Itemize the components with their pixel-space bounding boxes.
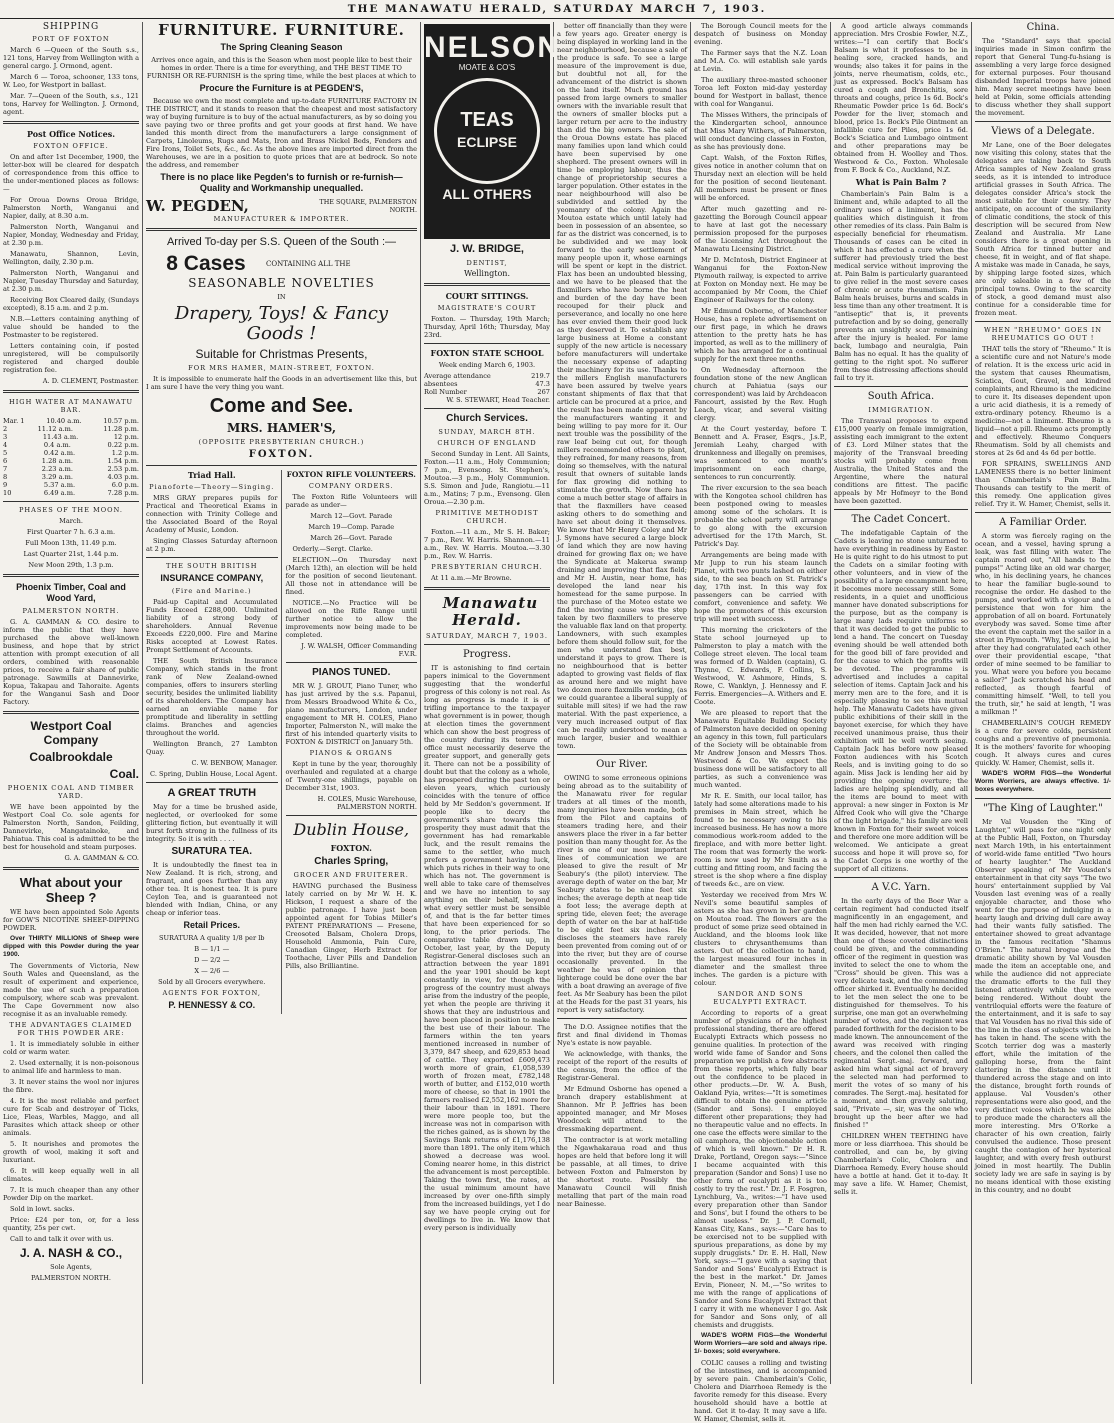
nash-title: J. A. NASH & CO., — [19, 1246, 123, 1260]
advantage: 6. It will keep equally well in all climates. — [3, 1167, 139, 1183]
arrived: Arrived To-day per S.S. Queen of the South :— — [166, 236, 397, 248]
for-hamer: FOR MRS HAMER, MAIN-STREET, FOXTON. — [188, 364, 375, 372]
local-item: The Borough Council meets for the despatch of business on Monday evening. — [694, 22, 827, 46]
divider — [424, 343, 550, 344]
herald-title: Manawatu Herald. — [442, 594, 539, 629]
opposite: (OPPOSITE PRESBYTERIAN CHURCH.) — [198, 438, 365, 446]
sheep-gov: The Governments of Victoria, New South Wales and Queensland, as the result of experiment and experience, made the use of such a preparation compulsory, where scab was prevalent. The Cape Government now also recognise it as an invaluable remedy. — [3, 962, 139, 1018]
retail-row: D — 2/2 — — [194, 956, 230, 964]
company-orders: COMPANY ORDERS. — [308, 482, 394, 490]
paid-up: Paid-up Capital and Accumulated Funds Exceed £288,000. Unlimited liability of a strong body of shareholders. Annual Revenue Exceeds £220,000. Fire and Marine Risks accepted at Lowest Rates. Prompt Settlement of Accounts. — [146, 598, 278, 654]
osborne: Mr Edmund Osborne has opened a branch drapery establishment at Shannon. Mr P. Jeffries has been appointed manager, and Mr Moses Woodcock will attend to the dressmaking department. — [557, 1085, 687, 1133]
local-item: Capt. Walsh, of the Foxton Rifles, gives notice in another column that on Thursday next an election will be held for the position of second lieutenant. All members must be present or fines will be enforced. — [694, 154, 827, 202]
retail-row: B — 1/1 — — [194, 945, 230, 953]
cadet-text: The indefatigable Captain of the Cadets is leaving no stone unturned to have everything in readiness by Easter. He is quite right to do his utmost to put the Cadets on a similar footing with other volunteers, and in view of the possibility of a large encampment here, it becomes more necessary still. Some residents, in a quiet and unofficious manner have donated subscriptions for the purpose, but as the company is large many lads require uniforms so that it was decided to get the public to lend a hand. The concert on Tuesday evening should be well attended both for the good bill of fare provided and for the cause to which the profits will be devoted. The programme is advertised and includes a capital selection of items. Captain Jack and his merry men are to the fore, and it is especially pleasing to see this mutual help. The Manawatu Cadets have given public exhibitions of their skill in the bayonet exercise, for which they have received unanimous praise, thus their exhibition will be well worth seeing. Captain Jack has before now pleased Foxton audiences with his Scotch Reels, and is inviting going to do so again. Miss Jack is lending her aid by providing the opening overture; the ladies are helping splendidly, and all the items are bound to meet with approval: a new singer in Foxton is Mr Alfred Cook who will give the "Charge of the light brigade," his family are well known in Foxton for their sweet voices and therefore one more addition will be welcomed. We anticipate a great success and hope it will prove so, for the Cadet Corps is one worthy of the support of all citizens. — [834, 529, 968, 873]
wellington-branch: Wellington Branch, 27 Lambton Quay. — [146, 740, 278, 756]
bock-ad: A good article always commands appreciation. Mrs Crosbie Fowler, N.Z., writes:—"I can certify that Bock's Balsam is what it professes to be in healing sore, cracked hands, and wounds; also takes it for pains in the joints, nerve rheumatism, colds, etc., just as expressed. Bock's Balsam has cured a cough and Bronchitis, sore throats and coughs, price 1s 6d. Bock's Rheumatic Powder price 1s 6d. Bock's Powder for the liver, stomach and blood, price 1s. Bock's Pile Ointment an infallible cure for Piles, price 1s 6d. Bock's Sciatica and Lumbago ointment and other preparations may be obtained from H. Woolley and Thos. Westwood & Co., Foxton. Wholesale from F. Bock & Co., Auckland, N.Z. — [834, 22, 968, 174]
coal-text: WE have been appointed by the Westport Coal Co. sole agents for Palmerston North, Sandon, Feilding, Dannevirke, Mangatainoke, and Pahiatua. This coal is admitted to be the best for household and steam purposes. — [3, 803, 139, 851]
impossible: It is impossible to enumerate half the Goods in an advertisement like this, but I am sure I have the very thing you want. — [146, 375, 417, 391]
court-sub: MAGISTRATE'S COURT — [437, 304, 537, 312]
cleaning-title: The Spring Cleaning Season — [220, 42, 343, 52]
cleaning-text: Arrives once again, and this is the Season when most people like to best their homes in order. There is a time for everything, and THE BEST TIME TO FURNISH OR RE-FURNISH is the spring time, while the best places at which to — [146, 56, 417, 80]
pegden-role: MANUFACTURER & IMPORTER. — [213, 215, 350, 223]
triad-title: Triad Hall. — [187, 470, 236, 480]
post-title: Post Office Notices. — [26, 129, 116, 139]
spring-agent: C. Spring, Dublin House, Local Agent. — [150, 770, 278, 778]
local-item: Yesterday we received from Mrs W. Nevil's some beautiful samples of asters as she has grown in her garden on Moutoa road. The flowers are the product of some prize seed obtained in Auckland, and the blooms look like clusters to chrysanthemums than asters. Out of the collection to hand, the largest measured four inches in diameter and the smallest three inches. The garden is a picture with colour. — [694, 891, 827, 987]
shipping-item: March 6 — Toroa, schooner, 133 tons, W. Leo, for Westport in ballast. — [3, 73, 139, 89]
eclipse: ECLIPSE — [457, 134, 517, 150]
advantage: 7. It is much cheaper than any other Powder Dip on the market. — [3, 1186, 139, 1202]
benbow: C. W. BENBOW, Manager. — [191, 759, 278, 767]
sandor-text: According to reports of a great number of physicians of the highest professional standing, there are offered Eucalypti Extracts which possess no genuine qualities. In protection of the world wide fame of Sandor and Sons preparation we publish a few abstracts from these reports, which fully bear out the confidence to be placed in other products.—Dr. W. A. Bush, Oakland Pyia, writes:—"It is sometimes difficult to obtain the genuine article (Sandor and Sons). I employed different other preparations; they had no therapeutic value and no effects. In one case the effects were similar to the oil camphora, the objectionable action of which is well known." Dr H. R. Drake, Portland, Oregon says:—"Since I became acquainted with this preparation (Sandor and Sons) I use no other form of eucalypti as it is too costly to try the rest." Dr. J. F. Fosgren, Lynchburg, Va., writes:—"I have used every preparation other than Sandor and Sons', but I found the others to be almost useless." Dr. J. P. Cornell, Kansas City, Kans., says:—"Care has to be exercised not to be supplied with spurious preparations, as done by my supply druggists." Dr. E. H. Hall, New York, says:—"I gave with a saying that Sandor and Sons' Eucalypti Extract is the best in the market." Dr. James Ervin, Pioneer, N. M.,—"So writes to me with the range of applications of Sandor and Sons Eucalypti Extract that I carry it with me whenever I go. Ask for Sandor and Sons only, of all chemists and druggists. — [694, 1009, 827, 1329]
local-item: Mr R. E. Smith, our local tailor, has lately had some alterations made to his premises in Main street, which he found to be necessary owing to his increased business. He has now a more commodious work-room added to the fireplace, and with more better light. The room that was formerly the work-room is now used by Mr Smith as a cutting and fitting room, and facing the street is the shop where a fine display of tweeds &c., are on view. — [694, 792, 827, 888]
pain-text: Chamberlain's Pain Balm is a liniment and, while adapted to all the ordinary uses of a liniment, has the qualities which distinguish it from other remedies of its class. Pain Balm is especially beneficial for rheumatism. Thousands of cases can be cited in which it has effected a cure when the sufferer had previously tried the best medical service without improving the at. Pain Balm is particularly guaranteed to give relief in the most severe cases of chronic or acute rheumatism. Pain Balm heals bruises, burns and scalds in less time than any other treatment. It is "antiseptic" that is, it prevents putrefaction and by so doing, generally prevents an unsightly scar remaining after the injury is healed. For lame back, lumbago and neuralgia, Pain Balm has no equal. It has the quality of getting to the right spot. No sufferer from these distressing affections should fail to try it. — [834, 190, 968, 382]
stewart: W. S. STEWART, Head Teacher. — [446, 396, 550, 404]
children-ad: CHILDREN WHEN TEETHING have more or less diarrhoea. This should be controlled, and can be, by giving Chamberlain's Colic, Cholera and Diarrhoea Remedy. Every house should have a bottle at hand. Get it to-day. It may save a life. W. Hamer, Chemist, sells it. — [834, 1132, 968, 1196]
immigration: IMMIGRATION. — [868, 406, 934, 414]
tea-seal-icon — [434, 78, 540, 184]
dublin-text: HAVING purchased the Business lately carried on by Mr W. H. K. Hickson, I request a share of the public patronage. I have just been appointed agent for Tobias Miller's PATENT PREPARATIONS — Fresene, Creosoted Balsam, Cholera Drops, Household Ammonia, Pain Cure, Canadian Ginger, Herb Extract for Toothache, Liver Pills and Dandelion Pills, also Brilliantine. — [285, 882, 417, 970]
piano-sub: Pianoforte—Theory—Singing. — [149, 483, 275, 491]
post-sub: FOXTON OFFICE. — [33, 142, 109, 150]
phases-title: PHASES OF THE MOON. — [18, 506, 124, 514]
cadet-title: The Cadet Concert. — [851, 514, 951, 525]
delegate-title: Views of a Delegate. — [991, 126, 1095, 137]
suratura-text: It is undoubtedly the finest tea in New Zealand. It is rich, strong, and fragrant, and goes further than any other tea. It is honest tea. It is pure Ceylon Tea, and is guaranteed not blended with Indian, China, or any cheap or inferior teas. — [146, 861, 278, 917]
church-text: Second Sunday in Lent. All Saints, Foxton.—11 a.m., Holy Communion; 7 p.m., Evensong. St. Stephen's, Moutoa.—3 p.m., Holy Communion. S.S. Simon and Jude, Rangiotu.—11 a.m., Matins; 7 p.m., Evensong. Glen Oroua.—2.30 p.m. — [424, 450, 550, 506]
british-text: THE South British Insurance Company, which stands in the front rank of New Zealand-owned companies, offers to insurers sterling security, besides the unlimited liability of its shareholders. The Company has earned an enviable name for promptitude and liberality in settling claims. Branches and agencies throughout the world. — [146, 657, 278, 737]
pianos-text: Kept in tune by the year, thoroughly overhauled and regulated at a charge of Twenty-one shillings, payable on December 31st, 1903. — [285, 760, 417, 792]
nash-place: PALMERSTON NORTH. — [31, 1274, 111, 1282]
divider — [3, 711, 139, 714]
shipping-item: March 6 —Queen of the South s.s., 121 tons, Harvey from Wellington with a general cargo. J. Ormond, agent. — [3, 46, 139, 70]
local-item: Mr D. McIntosh, District Engineer at Wanganui for the Foxton-New Plymouth railway, is expected to arrive at Foxton on Monday next. He may be accompanied by Mr Coom, the Chief Engineer of Railways for the colony. — [694, 256, 827, 304]
post-para: For Oroua Downs Oroua Bridge, Palmerston North, Wanganui and Napier, daily, at 8.30 a.m. — [3, 196, 139, 220]
timber-sub: PALMERSTON NORTH. — [22, 607, 120, 615]
containing: CONTAINING ALL THE — [266, 260, 351, 268]
divider — [424, 408, 550, 409]
dublin-title: Dublin House, — [293, 820, 410, 839]
column-6 — [831, 22, 972, 1384]
contractor: The contractor is at work metalling the Ngawhakaraua road and thus hopes are held that before long it will be passable, at all times, to drive between Foxton and Palmerston by the shortest route. Possibly the Manawatu Council will finish metalling that part of the main road near Bainesse. — [557, 1136, 687, 1208]
herald-date: SATURDAY, MARCH 7, 1903. — [426, 632, 548, 640]
post-para: Palmerston North, Wanganui and Napier, Monday, Wednesday and Friday, at 2.30 p.m. — [3, 223, 139, 247]
divider — [557, 1018, 687, 1019]
phase-line: March. — [59, 517, 83, 525]
avc-title: A V.C. Yarn. — [871, 882, 931, 893]
sprains-ad: FOR SPRAINS, SWELLINGS AND LAMENESS there is no better liniment than Chamberlain's Pain Balm. Thousands can testify to the merit of this remedy. One application gives relief. Try it. W. Hamer, Chemist, sells it. — [975, 460, 1111, 508]
advantage: Call to and talk it over with us. — [10, 1235, 114, 1243]
col2-right — [286, 470, 418, 1014]
avc-text: In the early days of the Boer War a certain regiment had conducted itself magnificently in an engagement, and half the men had richly earned the V.C. It was decided, however, that not more than one of these coveted distinctions could be given, and the commanding officer of the regiment in question was invited to select the one to whom the "Cross" should be given. This was a very delicate task, and the commanding officer shirked it. Eventually he decided to let the men select the one to be distinguished for themselves. To his surprise, one man got an overwhelming number of votes, and the regiment was paraded forthwith for the decision to be made known. The announcement of the award was received with ringing cheers, and the colonel then called the regimental Sergt.-maj. forward, and asked him what signal act of bravery the selected man had performed to merit the votes of so many of his comrades. The Sergt.-maj. hesitated for a moment, and then gravely saluting, said, "Private —, sir, was the one who brought up the beer after we had finished !" — [834, 897, 968, 1129]
furniture-title: FURNITURE. FURNITURE. — [158, 21, 405, 39]
sheep-title: What about your Sheep ? — [19, 875, 123, 905]
parade: March 26—Govt. Parade — [310, 534, 393, 542]
progress-text: IT is astonishing to find certain papers inimical to the Government suggesting that the wonderful progress of this colony is not real. As long as progress is made it is of trifling importance to the taxpayer what government is in power, though at election times the government which can show the best progress of the country during its tenure of office must necessarily deserve the greater support, and generally gets it. There can not be a possibility of doubt but that the colony as a whole, has prospered during the past ten or eleven years, which curiously coincides with the tenure of office held by Mr Seddon's government. If people like to decry the government's share towards this prosperity they must admit that the government has had remarkable luck, and the result remains the same to the settler, who much prefers a government having luck, which puts riches in their way to one which has not. The government is well able to take care of themselves and we have no intention to say anything on their behalf, beyond what every settler must be sensible of, and that is the far better times that have been experienced for so long, to the prior periods. The comparative table drawn up, in October, last year, by the Deputy Registrar-General discloses such an attraction between the year 1891 and the year 1901 should be kept constantly in view, for though the progress of the country must always arise from the industry of the people, yet when the people are thriving it shows that they are industrious and have been placed in position to make the best use of their labour. The farmers within the ten years mentioned increased in number of 3,379, 847 sheep, and 629,853 head of cattle. They exported £609,473 worth more of grain, £1,058,539 worth of frozen meat, £782,148 worth of butter, and £152,010 worth more of cheese, so that in 1901 the farmers realised £2,552,162 more for their labour than in 1891. There were more people too, but the increase was not in comparison with the riches gained, as is shown by the Savings Bank returns of £1,176,138 more than 1891. The only item which showed a decrease was wool. Coming nearer home, in this district the advancement is most perceptible. Taking the town first, the rates, at the usual minimum amount have increased by over one-fifth simply from the increased buildings, yet I do say we have people crying out for dwellings to live in. We know that every person is individually — [424, 664, 550, 1232]
foxton: FOXTON. — [248, 449, 315, 460]
rheumo-text: THAT tells the story of "Rheumo." It is a scientific cure and not Nature's mode of relation. It is the excess uric acid in the system that causes Rheumatism, Sciatica, Gout, Gravel, and kindred complaints, and Rheumo is the medicine to cure it. Its diseases dependent upon a uric acid diathesis, it is a remedy of extra-ordinary potency. Rheumo is a medicine—not a liniment. Rheumo is a liquid—not a pill. Rheumo acts promptly and effectively. Rheumo Conquers Rheumatism. Sold by all chemists and stores at 2s 6d and 4s 6d per bottle. — [975, 345, 1111, 457]
westport-title: Westport Coal Company — [30, 719, 112, 747]
mrs-hamer: MRS. HAMER'S, — [227, 421, 336, 435]
divider — [146, 557, 278, 558]
divider — [834, 386, 968, 387]
post-sig: A. D. CLEMENT, Postmaster. — [42, 377, 139, 385]
gray-text: MRS GRAY prepares pupils for Practical and Theoretical Exams in connection with Trinity College and the Associated Board of the Royal Academy of Music, London. — [146, 494, 278, 534]
nelson-top: NELSON — [424, 31, 562, 64]
local-item: The Farmer says that the N.Z. Loan and M.A. Co. will establish sale yards at Levin. — [694, 49, 827, 73]
divider — [834, 877, 968, 878]
immigration-text: The Transvaal proposes to expend £15,000 yearly on female immigration, assisting each immigrant to the extent of £3. Lord Milner states that the majority of the Transvaal breeding stocks will probably come from Australia, the United States and the Argentine, where the natural conditions are fittest. The pacific appeals by Mr Hofmeyr to the Bond have been gazetted. — [834, 417, 968, 505]
dublin-place: FOXTON. — [330, 843, 372, 853]
divider — [3, 390, 139, 393]
presbyterian: PRESBYTERIAN CHURCH. — [431, 563, 543, 571]
tide-title: HIGH WATER AT MANAWATU BAR. — [8, 398, 134, 414]
pegden-name: W. PEGDEN, — [146, 197, 249, 215]
school-sub: Week ending March 6, 1903. — [438, 361, 536, 369]
methodist-text: Foxton.—11 a.m., Mr S. H. Baker; 7 p.m., Rev. W. Harris. Shannon.—11 a.m., Rev. W. Harris. Moutoa.—3.30 p.m., Rev. W. Harris. — [424, 528, 550, 560]
divider — [834, 509, 968, 510]
court-title: COURT SITTINGS. — [445, 291, 529, 301]
procure-text: Because we own the most complete and up-to-date FURNITURE FACTORY IN THE DISTRICT, and it stands to reason that the cheapest and most satisfactory way of buying furniture is to buy of the actual manufacturers, as by so doing you save paying two or three profits and get your goods at first hand. We have landed this month direct from the manufacturers a large consignment of Carpets, Linoleums, Rugs and Mats, Iron and Brass Nickel Beds, Fenders and Fire Irons, Toilet Sets, &c., &c. As the above lines are imported direct from the Warehouses, we are in a position to quote prices that are at bedrock. So note the address, and remember — [146, 97, 417, 169]
col2-split — [146, 470, 417, 1014]
progress-cont: better off financially than they were a few years ago. Greater energy is being displayed in working land in the near neighbourhood, because a sale of the produce is safe. To see a large measure of the improvement is due, but doubtful not all, for the advancement of the district is shown on the land itself. Much ground has passed from large owners to smaller owners with the invariable result that the owners of smaller blocks put a larger return per acre to the industry than did the big owners. The sale of the Oroua Downs estate has placed many families upon land which could have been supervised by one shepherd. The present owners will in time be employing labour, thus the change of proprietorship secures a larger population. Other estates in the near neighbourhood will also be subdivided and settled by the yeomanry of the colony. Again the Moutoa estate which until lately had been in possession of an absentee, so far as the district was concerned, is to be subdivided and we may look forward to the early settlement of many people upon it, whose earnings will be spent or kept in the district. Flax has been an undoubted blessing, and we have to be pleased that the flaxmillers who have borne the heat and burden of the day have been recouped for their pluck and perseverance, and locally no one here has ever envied them their good luck as they deserved it. To establish any large business at Home a constant supply of the new article is necessary before manufacturers will undertake the necessary expense of adapting their machinery for its use. Thanks to the millers English manufacturers have been assured by twelve years constant shipments of flax that that article can be procured at a price, and the result has been made apparent by the manufacturers wanting it and being willing to pay more for it. Our next trouble was the possibility of the raw leaf being cut out, for though millers recommended others to plant, they refrained, for many reasons, from doing so themselves, with the natural result that owners of suitable lands for flax growing did nothing to stimulate the growth. Now there has come a much better stage of affairs in that the flaxmillers have ceased asking others to do something and have set about doing it themselves. We know that Mr Henry Coley and Mr J. Symons have secured a large block of land which they are now having drained for growing flax on; we have the Syndicate at Makerua swamp draining and improving that flax field; and Mr H. Austin, near home, has developed the land near his homestead for the same purpose. In the purchase of the Moteo estate we find the moving cause was the step taken by two flaxmillers to preserve the valuable flax land on that property. Landowners, with such examples before them should follow suit, for the men who understand flax best, understand it pays to grow. There is no neighbourhood that is better adapted to growing vast fields of flax as around here and we might have two dozen more flaxmills working, (as we could guarantee a liberal supply of suitable mill sites) if we had the raw material. With the past experience, a very much increased output of flax can be readily understood to mean a much larger, busier and wealthier town. — [557, 22, 688, 750]
column-5 — [691, 22, 831, 1423]
divider — [975, 121, 1111, 122]
suitable: Suitable for Christmas Presents, — [195, 347, 368, 361]
notice: NOTICE.—No Practice will be allowed on the Rifle Range until further notice to allow the improvements now being made to be completed. — [285, 599, 417, 639]
divider — [3, 501, 139, 502]
chamberlain-ad: CHAMBERLAIN'S COUGH REMEDY is a cure for severe colds, persistent coughs and a preventive of pneumonia. It is the mothers' favorite for whooping cough. It always cures and cures quickly. W. Hamer, Chemist, sells it. — [975, 719, 1111, 767]
school-row: Roll Number 267 — [424, 388, 550, 396]
rifle-title: FOXTON RIFLE VOLUNTEERS. — [286, 470, 416, 479]
procure-title: Procure the Furniture is at PEGDEN'S, — [199, 83, 364, 93]
advantage: 3. It never stains the wool nor injures the fibre. — [3, 1078, 139, 1094]
election: ELECTION.—On Thursday next (March 12th), an election will be held for the position of second lieutenant. All those not in attendance will be fined. — [285, 556, 417, 596]
divider — [3, 867, 139, 870]
pegden-row — [146, 197, 417, 215]
divider — [286, 815, 418, 816]
sheep-over: Over THIRTY MILLIONS of Sheep were dipped with this Powder during the year 1900. — [3, 935, 139, 958]
column-3 — [421, 22, 562, 1384]
timber-text: G. A. GAMMAN & CO. desire to inform the public that they have purchased the above well-known business, and hope that by strict attention with prompt execution of all orders, combined with reasonable prices, to receive a fair share of public patronage. Sawmills at Dannevirke, Kopua, Takapau and Tahoraite. Agents for the Wanganui Sash and Door Factory. — [3, 618, 139, 706]
advantage: 4. It is the most reliable and perfect cure for Scab and destroyer of Ticks, Lice, Fleas, Warbles, Maggo, and all Parasites which attack sheep or other animals. — [3, 1097, 139, 1137]
wade-ad: WADE'S WORM FIGS—the Wonderful Worm Worriers—are sold and always ripe. 1/- boxes; sold everywhere. — [694, 1332, 827, 1355]
hennessy: P. HENNESSY & CO. — [168, 1000, 256, 1010]
agents: AGENTS FOR FOXTON, — [162, 989, 261, 997]
walsh: J. W. WALSH, Officer Commanding F.V.R. — [301, 642, 417, 658]
tide-table — [3, 417, 139, 497]
tide-row: 7 2.23 a.m. 2.53 p.m. — [3, 465, 139, 473]
singing: Singing Classes Saturday afternoon at 2 p.m. — [146, 537, 278, 553]
sheep-text: WE have been appointed Sole Agents for GOW'S NICOTINE SHEEP-DIPPING POWDER. — [3, 908, 139, 932]
retail-row: X — 2/6 — — [194, 967, 230, 975]
coalbrookdale: Coalbrookdale — [29, 750, 113, 764]
advantage: Sold in lowt. sacks. — [10, 1205, 75, 1213]
all-others: ALL OTHERS — [442, 186, 532, 202]
sandor-title: SANDOR AND SONS EUCALYPTI EXTRACT. — [713, 990, 808, 1006]
phase-line: New Moon 29th, 1.3 p.m. — [28, 561, 114, 569]
familiar-title: A Familiar Order. — [999, 517, 1087, 528]
bridge: J. W. BRIDGE, — [450, 243, 524, 255]
river-text: OWING to some erroneous opinions being abroad as to the suitability of the Manawatu river for regular traders at all times of the month, many inquiries have been made, both from the Pilot and captains of steamers trading here, and their answers place the river in a far better position than many thought for. As the river is one of our most important lines of communication we are pleased to give the result of Mr Seabury's (the pilot) interview. The average depth of water on the bar, Mr Seabury states to be nine feet six inches; the average depth at neap tide a foot less; the average depth at spring tide, eleven feet; the average depth of water on the bar at half-tide to be eight feet six inches. He discloses the steamers have rarely been prevented from coming out of or into the river, but they are of course occasionally prevented. In the weather he was of opinion that lighterage could be done over the bar with a boat drawing an average of five feet. As Mr Seabury has been the pilot at the Heads for the past 31 years, his report is very satisfactory. — [557, 774, 687, 1014]
tide-row: 5 0.42 a.m. 1.2 p.m. — [3, 449, 139, 457]
church-eng: CHURCH OF ENGLAND — [437, 439, 537, 447]
suratura: SURATURA TEA. — [171, 846, 253, 857]
church-date: SUNDAY, MARCH 8TH. — [438, 428, 536, 436]
truth-text: May for a time be brushed aside, neglected, or overlooked for some glittering fiction, but eventually it will burst forth strong in the fullness of its integrity. So it is with . . . . — [146, 803, 278, 843]
phase-line: First Quarter 7 h. 6.3 a.m. — [26, 528, 116, 536]
tide-row: Mar. 1 10.40 a.m. 10.57 p.m. — [3, 417, 139, 425]
timber-title: Phoenix Timber, Coal and Wood Yard, — [16, 582, 126, 603]
orderly: Orderly.—Sergt. Clarke. — [292, 545, 373, 553]
parade: March 19—Comp. Parade — [308, 523, 395, 531]
sold-by: Sold by all Grocers everywhere. — [158, 978, 266, 986]
divider — [424, 644, 550, 645]
river-title: Our River. — [596, 759, 648, 770]
local-item: This morning the cricketers of the State school journeyed up to Palmerston to play a match with the College street eleven. The local team was formed of D. Walden (captain), G. Thynne, C. Edwards, F. Collins, S. Westwood, W. Ashmore, Hinds, S. Rowe, C. Wanklyn, J. Hennessy and F. Ferris. Emergencies—A. Withers and E. Coote. — [694, 626, 827, 706]
tide-row: 9 5.37 a.m. 6.0 p.m. — [3, 481, 139, 489]
local-item: At the Court yesterday, before T. Bennett and A. Fraser, Esqrs., J.s.P., Jeremiah Leahy, charged with drunkenness and illegally on premises, was sentenced to one month's imprisonment on each charge, sentences to run concurrently. — [694, 425, 827, 481]
school-title: FOXTON STATE SCHOOL — [430, 348, 544, 358]
familiar-text: A storm was fiercely raging on the ocean, and a vessel, having sprung a leak, was fast filling with water. The captain roared out, "All hands to the pumps!" Acting like an old war charger, who, in his declining years, he chances to hear the familiar bugle-sound to recognise the order. He dashed to the pumps, and worked with a vigour and a persistence that won for him the approbation of all on board. Fortunately everybody was saved. Some time after the event the captain met the sailor in a street in Plymouth. "Why, Jack," said he, after they had congratulated each other over their providential escape, "that order of mine seemed to be familiar to you. What were you before you became a sailor?" Jack scratched his head and reflected, as though fearful of committing himself. "Well, to tell you the truth, sir," he said at length, "I was a milkman !" — [975, 532, 1111, 716]
king-title: "The King of Laughter." — [983, 803, 1103, 814]
phase-line: Full Moon 13th, 11.49 p.m. — [25, 539, 117, 547]
tide-row: 8 3.29 a.m. 4.03 p.m. — [3, 473, 139, 481]
post-para: On and after 1st December, 1900, the letter-box will be cleared for despatch of correspondence from this office to the under-mentioned places as follows:— — [3, 153, 139, 193]
charles: Charles Spring, — [314, 856, 389, 867]
masthead: THE MANAWATU HERALD, SATURDAY MARCH 7, 1903. — [0, 0, 1114, 19]
pianos-title: PIANOS TUNED. — [312, 667, 391, 678]
advantage: 2. Used externally, it is non-poisonous to animal life and harmless to man. — [3, 1059, 139, 1075]
parade: March 12—Govt. Parade — [310, 512, 393, 520]
tide-row: 4 0.4 a.m. 0.22 p.m. — [3, 441, 139, 449]
divider — [424, 587, 550, 590]
retail: Retail Prices. — [183, 920, 241, 930]
cases-row — [146, 252, 417, 276]
divider — [557, 754, 687, 755]
nash-sub: Sole Agents, — [50, 1263, 92, 1271]
local-item: We are pleased to report that the Manawatu Equitable Building Society of Palmerston have decided on opening an agency in this town, full particulars of the Society will be obtainable from Mr Andrew Jonson and Messrs Thos. Westwood & Co. We expect the business done will be satisfactory to all parties, as such a convenience was much wanted. — [694, 709, 827, 789]
china-text: The "Standard" says that special inquiries made in Simon confirm the report that General Tung-fu-hsiang is assembling a very large force designed for external purposes. Four thousand disbanded Imperial troops have joined him. Many secret meetings have been held at Pekin, some officials attending to discuss whether they shall support the movement. — [975, 37, 1111, 117]
tide-row: 2 11.12 a.m. 11.28 p.m. — [3, 425, 139, 433]
tide-row: 3 11.43 a.m. 12 p.m. — [3, 433, 139, 441]
wellington: Wellington. — [464, 269, 510, 278]
acknowledge: We acknowledge, with thanks, the receipt of the report of the results of the census, from the office of the Registrar-General. — [557, 1050, 687, 1082]
china-title: China. — [1026, 22, 1060, 33]
king-text: Mr Val Vousden the "King of Laughter," will pass for one night only at the Public Hall, Foxton, on Thursday next March 19th, in his entertainment of world-wide fame entitled "Two hours of hearty laughter." The Auckland Observer speaking of Mr Vousden's entertainment in that city says "The two hours' entertainment supplied by Val Vousden last evening was of a really enjoyable character, and those who went for the purpose of indulging in a hearty laugh and driving dull care away had their wants fully satisfied. The entertainer showed to great advantage in the famous recitation "Shamus O'Brien." The natural brogue and the dramatic ability shown by Val Vousden made the item an acceptable one, and while the audience did not appreciate the dramatic efforts to the full they listened attentively while they were being rendered. Without doubt the ventriloquial efforts were the feature of the entertainment, and it is safe to say that Val Vousden has no rival this side of the line in the class of subjects which he has taken in hand. The scene with the Scotch terrier dog was a masterly effort, while the imitation of the galloping horse, from the faint clattering in the distance until it thundered across the stage and on into the distance, brought forth rounds of applause. Val Vousden's other representations were also good, and the very distinct voices which he was able to produce made the characters all the more interesting. Mrs O'Rorke a character of his own creation, fairly convulsed the audience. Those present caught the contagion of her hysterical laughter, and with every fresh outburst joined in most heartily. The Dublin society lady we are safe in saying is by no means identical with those existing in this country, and no doubt — [975, 818, 1111, 1194]
pegden-addr: THE SQUARE, PALMERSTON NORTH. — [319, 198, 417, 214]
seasonable: SEASONABLE NOVELTIES — [188, 276, 375, 290]
nelson-tea-ad — [424, 24, 562, 239]
phoenix-coal: PHOENIX COAL AND TIMBER YARD. — [7, 784, 135, 800]
methodist: PRIMITIVE METHODIST CHURCH. — [435, 509, 539, 525]
progress-title: Progress. — [462, 649, 512, 660]
noplace: There is no place like Pegden's to furnish or re-furnish—Quality and Workmanship unequalled. — [160, 172, 403, 193]
coles: H. COLES, Music Warehouse, PALMERSTON NORTH. — [317, 795, 417, 811]
post-para: Manawatu, Shannon, Levin, Wellington, daily, 2.30 p.m. — [3, 250, 139, 266]
divider — [975, 512, 1111, 513]
local-item: Mr Edmund Osborne, of Manchester House, has a replete advertisement on our first page, in which he draws attention to the pretty hats he has imported, as well as to the millinery of which he has arranged for a continual supply for the next three months. — [694, 307, 827, 363]
shipping-sub: PORT OF FOXTON — [32, 35, 110, 43]
local-item: The river excursion to the sea beach with the Kongotea school children has been postponed owing to measles among some of the scholars. It is probable the school party will arrange to go along with the excursion advertised for the 17th March, St. Patrick's Day. — [694, 484, 827, 548]
grout-text: MR W. J. GROUT, Piano Tuner, who has just arrived by the s.s. Papanui, from Messrs Broadwood White & Co., piano manufacturers, London, under engagement to MR H. COLES, Piano Importer, Palmerston N., will make the first of his intended quarterly visits to FOXTON & DISTRICT on January 5th. — [285, 682, 417, 746]
post-para: Palmerston North, Wanganui and Napier, Tuesday Thursday and Saturday, at 2.30 p.m. — [3, 269, 139, 293]
column-1 — [0, 22, 143, 1384]
teas: TEAS — [460, 109, 514, 131]
shipping-title: SHIPPING — [42, 22, 100, 32]
divider — [146, 228, 417, 231]
adv-title: THE ADVANTAGES CLAIMED FOR THIS POWDER ARE: — [9, 1021, 133, 1037]
advantage: 5. It nourishes and promotes the growth of wool, making it soft and luxuriant. — [3, 1140, 139, 1164]
colic-ad: COLIC causes a rolling and twisting of the intestines, and is accompanied by severe pain. Chamberlain's Colic, Cholera and Diarrhoea Remedy is the favorite remedy for this disease. Every household should have a bottle at hand. Get it to-day. It may save a life. W. Hamer, Chemist, sells it. — [694, 1359, 827, 1423]
local-item: The Misses Withers, the principals of the Kindergarten school, announce that Miss Mary Withers, of Palmerston, will conduct dancing classes in Foxton, as she has previously done. — [694, 111, 827, 151]
column-7 — [972, 22, 1114, 1384]
phase-line: Last Quarter 21st, 1.44 p.m. — [23, 550, 119, 558]
presby-text: At 11 a.m.—Mr Browne. — [431, 574, 512, 582]
divider — [975, 321, 1111, 322]
divider — [146, 782, 278, 783]
local-item: The auxiliary three-masted schooner Toroa left Foxton mid-day yesterday bound for Westport in ballast, thence with coal for Wanganui. — [694, 76, 827, 108]
divider — [975, 798, 1111, 799]
local-item: On Wednesday afternoon the foundation stone of the new Anglican church at Pahiatua (says our correspondent) was laid by Archdeacon Fancourt, assisted by the Rev. Hugh Leach, vicar, and several visiting clergy. — [694, 366, 827, 422]
advantage: 1. It is immediately soluble in either cold or warm water. — [3, 1040, 139, 1056]
column-4 — [554, 22, 691, 1384]
shipping-item: Mar. 7—Queen of the South, s.s., 121 tons, Harvey for Wellington. J. Ormond, agent. — [3, 92, 139, 116]
assignee: The D.O. Assignee notifies that the first and final dividend in Thomas Nye's estate is now payable. — [557, 1023, 687, 1047]
eight-cases: 8 Cases — [166, 252, 246, 275]
tide-row: 10 6.49 a.m. 7.28 p.m. — [3, 489, 139, 497]
south-africa: South Africa. — [867, 391, 935, 402]
british-title: THE SOUTH BRITISH — [166, 562, 258, 570]
pain-title: What is Pain Balm ? — [855, 177, 947, 187]
school-row: Average attendance 219.7 — [424, 372, 550, 380]
divider — [424, 283, 550, 286]
dentist: DENTIST, — [466, 259, 508, 267]
coal-sig: G. A. GAMMAN & CO. — [64, 854, 139, 862]
drapery: Drapery, Toys! & Fancy Goods ! — [174, 303, 389, 344]
tide-row: 6 1.28 a.m. 1.54 p.m. — [3, 457, 139, 465]
rheumo-title: WHEN "RHEUMO" GOES IN RHEUMATICS GO OUT ! — [983, 326, 1103, 342]
retail-row: SURATURA A quality 1/8 per lb — [158, 934, 265, 942]
wade-ad: WADE'S WORM FIGS—the Wonderful Worm Worriers, are always effective. 1/- boxes everywhere. — [975, 770, 1111, 793]
pianos-organs: PIANOS & ORGANS — [309, 749, 393, 757]
in-word: IN — [277, 293, 286, 301]
local-item: Arrangements are being made with Mr Jupp to run his steam launch Planet, with two punts lashed on either side, to the sea beach on St. Patrick's day, 17th inst. In this way fox passengers can be carried with comfort, convenience and safety. We hope the promoters of this excursion trip will meet with success. — [694, 551, 827, 623]
fire-marine: (Fire and Marine.) — [171, 587, 252, 595]
post-para: Receiving Box Cleared daily, (Sundays excepted), 8.15 a.m. and 2 p.m. — [3, 296, 139, 312]
court-text: Foxton. — Thursday, 19th March; Thursday, April 16th; Thursday, May 23rd. — [424, 315, 550, 339]
divider — [3, 574, 139, 577]
post-para: Letters containing coin, if posted unregistered, will be compulsorily registered and charged double registration fee. — [3, 342, 139, 374]
insurance: INSURANCE COMPANY, — [160, 573, 264, 583]
grocer: GROCER AND FRUITERER. — [293, 871, 409, 879]
col2-left — [146, 470, 282, 1014]
nelson-sub: MOATE & CO'S — [458, 63, 516, 72]
school-row: absentees 47.3 — [424, 380, 550, 388]
divider — [146, 465, 417, 466]
delegate-text: Mr Lane, one of the Boer delegates now visiting this colony, states that the delegates are taking back to South Africa samples of New Zealand grass seeds, as it is intended to introduce artificial grasses in South Africa. The delegates consider Africa's stock the most suitable for their country. They anticipate, on account of the similarity of climatic conditions, the stock of this description will be secured from New Zealand and Australia. Mr Lane considers there is a great opening in South Africa for tinned butter and cheese, fit in weight, and of flat shape. A mistake was made in Canada, he says, by shipping large footed sizes, which are only saleable in a few of the principal towns. Owing to the scarcity of stock, a good demand must also continue for a considerable time for frozen meat. — [975, 141, 1111, 317]
church-title: Church Services. — [446, 413, 528, 424]
divider — [3, 121, 139, 124]
post-para: N.B.—Letters containing anything of value should be handed to the Postmaster to be registered. — [3, 315, 139, 339]
local-item: After much gazetting and re-gazetting the Borough Council appear to have at last got the necessary permission proposed for the purposes of the Licensing Act throughout the Manawatu Licensing District. — [694, 205, 827, 253]
great-truth: A GREAT TRUTH — [167, 787, 257, 799]
divider — [286, 662, 418, 663]
come-see: Come and See. — [209, 395, 354, 417]
column-2 — [143, 22, 421, 1384]
rifle-text: The Foxton Rifle Volunteers will parade as under— — [285, 493, 417, 509]
coal: Coal. — [109, 767, 139, 781]
advantage: Price: £24 per ton, or, for a less quantity, 25s per cwt. — [3, 1216, 139, 1232]
